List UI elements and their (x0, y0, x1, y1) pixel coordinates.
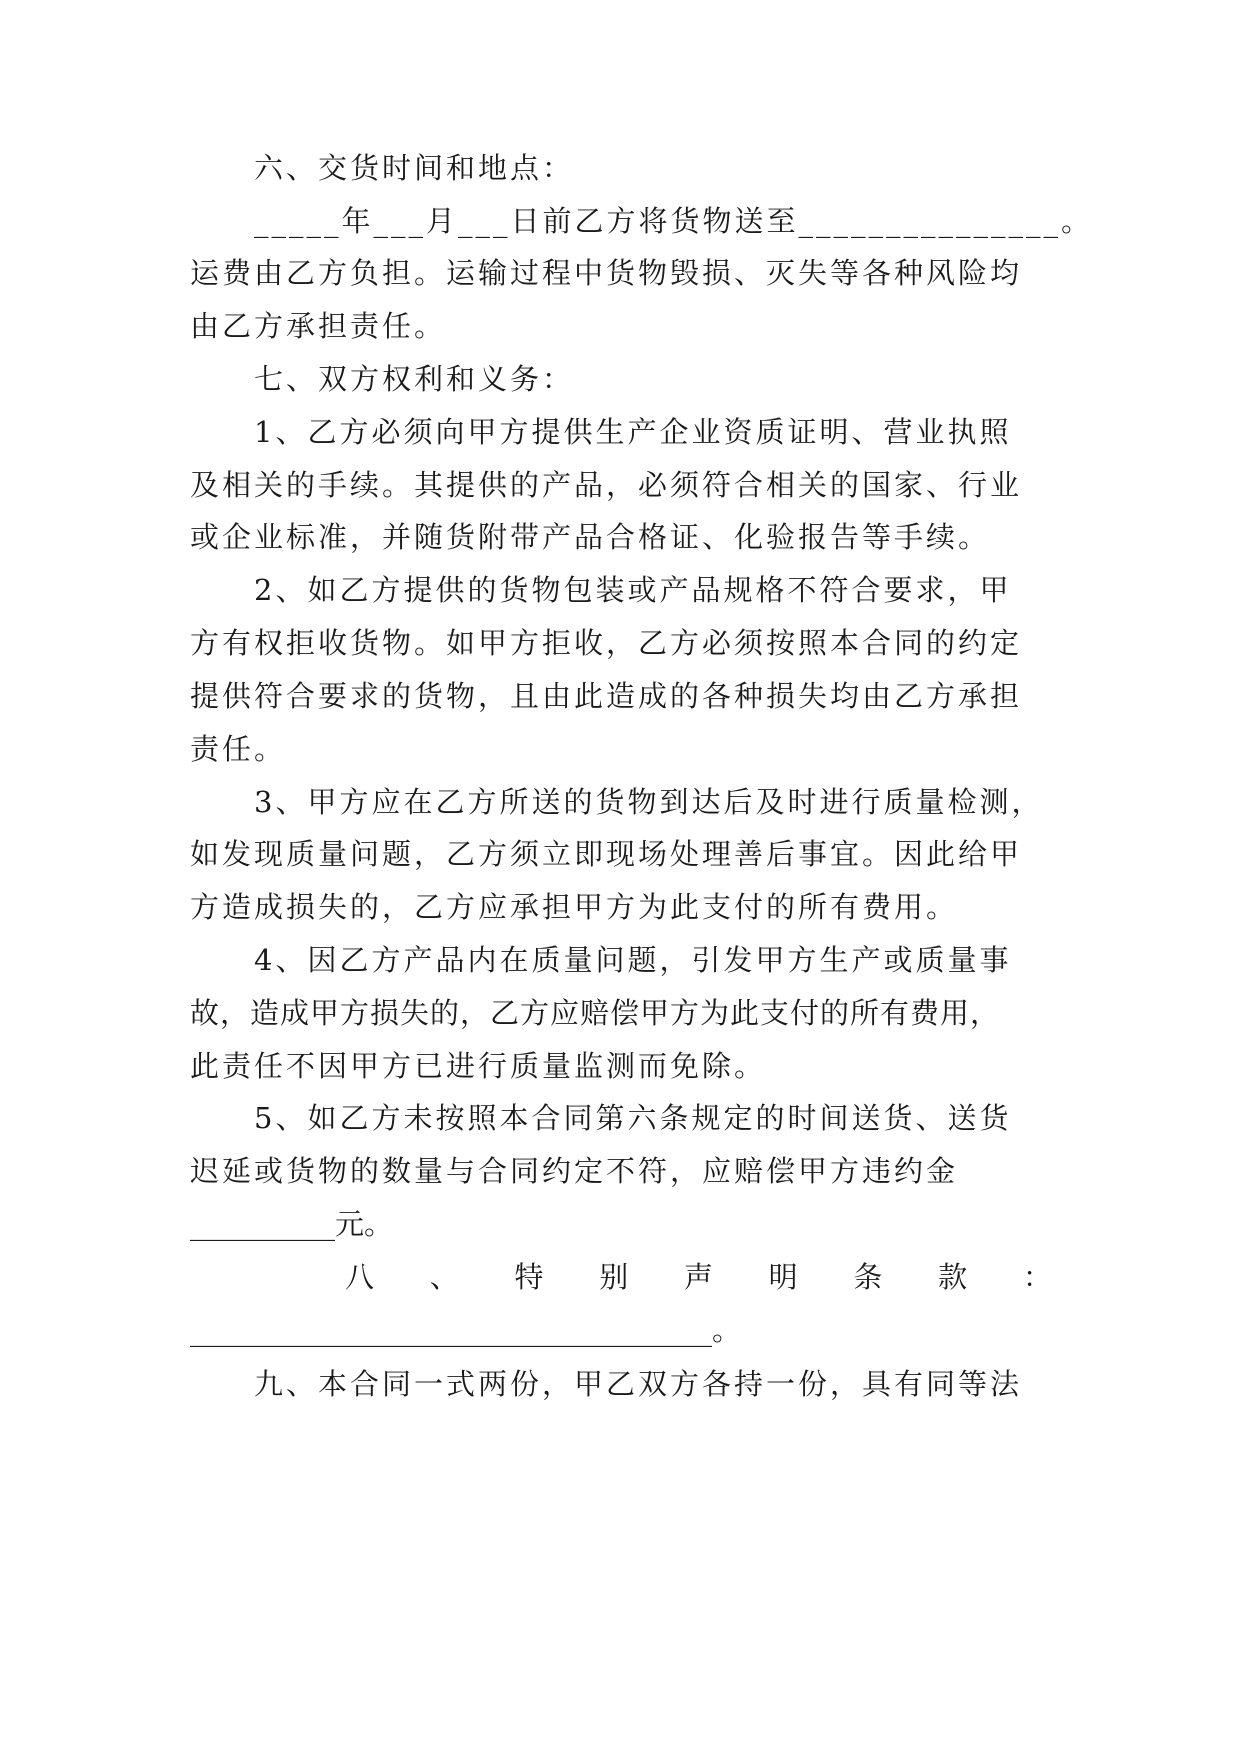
heading-char: 明 (768, 1260, 798, 1294)
special-terms-blank-line: ____________________________________。 (190, 1313, 742, 1347)
section-nine-line: 九、本合同一式两份，甲乙双方各持一份，具有同等法 (254, 1367, 1023, 1401)
clause-2-line: 2、如乙方提供的货物包装或产品规格不符合要求，甲 (254, 573, 1012, 607)
body-line: 故，造成甲方损失的，乙方应赔偿甲方为此支付的所有费用， (190, 996, 1001, 1030)
body-line: 及相关的手续。其提供的产品，必须符合相关的国家、行业 (190, 468, 1023, 502)
section-eight-heading (345, 1258, 1052, 1296)
heading-char: 条 (853, 1260, 883, 1294)
heading-char: 、 (429, 1260, 459, 1294)
body-line: 或企业标准，并随货附带产品合格证、化验报告等手续。 (190, 520, 991, 554)
heading-char: ： (1022, 1260, 1052, 1294)
heading-char: 特 (514, 1260, 544, 1294)
penalty-amount-line: __________元。 (190, 1207, 394, 1241)
heading-char: 别 (599, 1260, 629, 1294)
clause-5-line: 5、如乙方未按照本合同第六条规定的时间送货、送货 (254, 1101, 1012, 1135)
clause-3-line: 3、甲方应在乙方所送的货物到达后及时进行质量检测， (254, 785, 1044, 819)
section-seven-heading: 七、双方权利和义务： (254, 362, 575, 396)
heading-char: 款 (938, 1260, 968, 1294)
body-line: 责任。 (190, 732, 287, 766)
section-six-heading: 六、交货时间和地点： (254, 151, 575, 185)
heading-char: 声 (683, 1260, 713, 1294)
body-line: 迟延或货物的数量与合同约定不符，应赔偿甲方违约金 (190, 1154, 959, 1188)
clause-4-line: 4、因乙方产品内在质量问题，引发甲方生产或质量事 (254, 943, 1012, 977)
body-line: 此责任不因甲方已进行质量监测而免除。 (190, 1049, 767, 1083)
body-line: 方有权拒收货物。如甲方拒收，乙方必须按照本合同的约定 (190, 626, 1023, 660)
body-line: 如发现质量问题，乙方须立即现场处理善后事宜。因此给甲 (190, 837, 1023, 871)
body-line: 提供符合要求的货物，且由此造成的各种损失均由乙方承担 (190, 679, 1023, 713)
clause-1-line: 1、乙方必须向甲方提供生产企业资质证明、营业执照 (254, 415, 1012, 449)
body-line: 运费由乙方负担。运输过程中货物毁损、灭失等各种风险均 (190, 256, 1023, 290)
delivery-date-line: _____年___月___日前乙方将货物送至_______________。 (254, 204, 1094, 238)
body-line: 方造成损失的，乙方应承担甲方为此支付的所有费用。 (190, 890, 959, 924)
heading-char: 八 (345, 1260, 375, 1294)
body-line: 由乙方承担责任。 (190, 309, 447, 343)
